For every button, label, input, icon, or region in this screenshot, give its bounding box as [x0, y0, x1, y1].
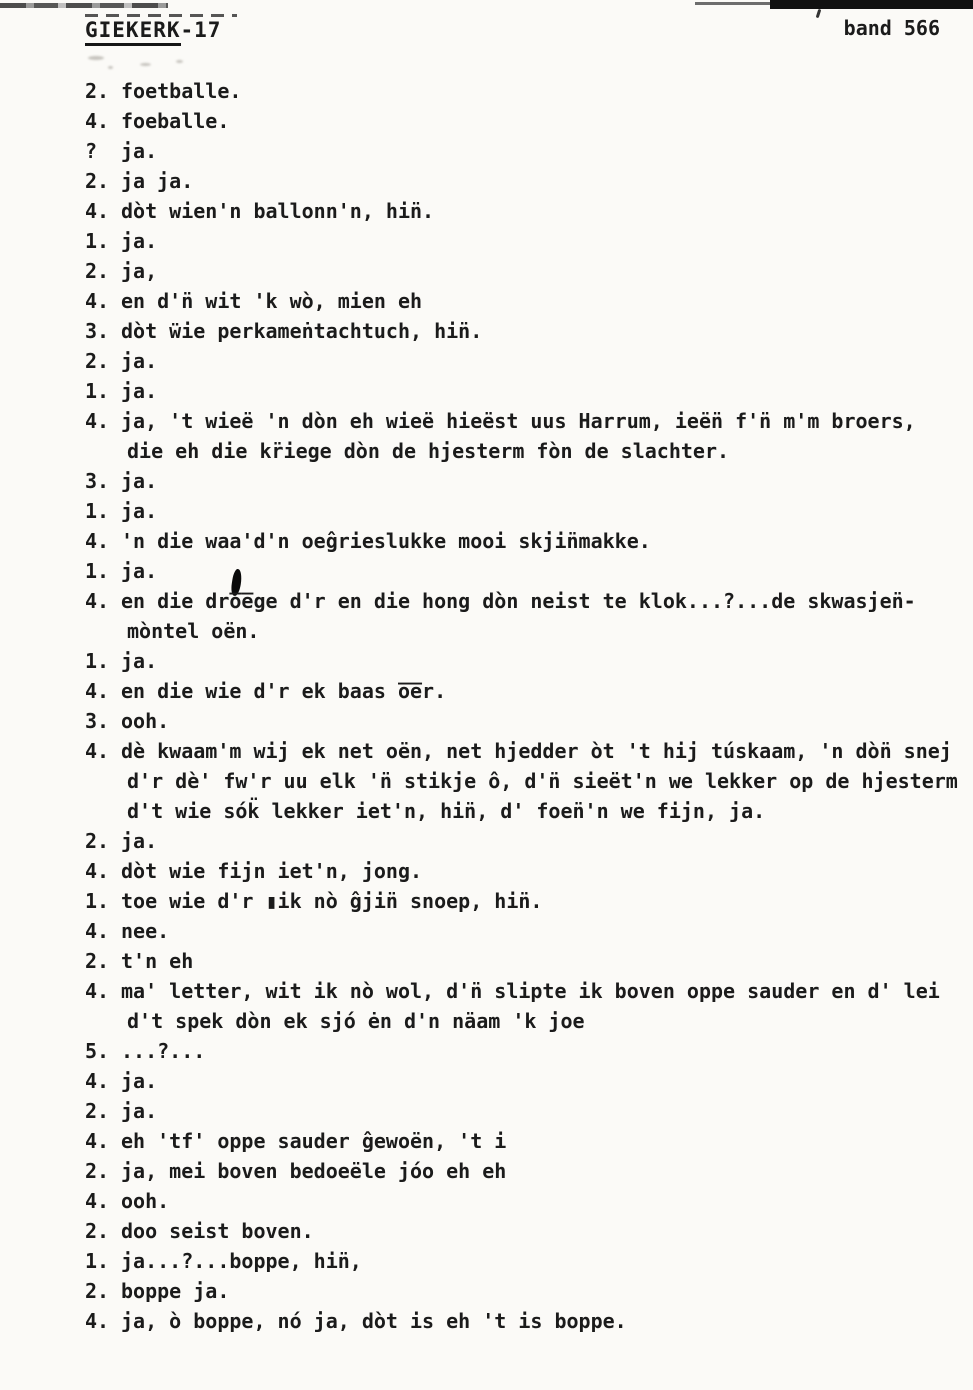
utterance-text: toe wie d'r ▮ik nò ĝjin̈ snoep, hin̈. [121, 889, 543, 913]
dialogue-line-continuation [85, 1006, 967, 1036]
dialogue [85, 76, 967, 1336]
dialogue-line [85, 946, 967, 976]
speaker-number: 4. [85, 679, 110, 703]
utterance-text: d'r dè' fw'r uu elk 'n̈ stikje ô, d'n̈ sieët'n we lekker op de hjesterm [127, 769, 958, 793]
utterance-text: eh 'tf' oppe sauder ĝewoën, 't i [121, 1129, 507, 1153]
utterance-text: en d'n̈ wit 'k wò, mien eh [121, 289, 423, 313]
dialogue-line [85, 976, 967, 1006]
speaker-number: 2. [85, 829, 110, 853]
utterance-text: ma' letter, wit ik nò wol, d'n̈ slipte ik boven oppe sauder en d' lei [121, 979, 940, 1003]
dialogue-line [85, 736, 967, 766]
dialogue-line [85, 856, 967, 886]
dialogue-line [85, 586, 967, 616]
speaker-number: 4. [85, 919, 110, 943]
utterance-text: dòt wie fijn iet'n, jong. [121, 859, 423, 883]
utterance-text: ooh. [121, 1189, 170, 1213]
speaker-number: 2. [85, 1279, 110, 1303]
speaker-number: 4. [85, 1129, 110, 1153]
speaker-number: 4. [85, 739, 110, 763]
speaker-number: 2. [85, 949, 110, 973]
utterance-text: ja. [121, 469, 158, 493]
dialogue-line [85, 1126, 967, 1156]
scan-artifact-bar-right-thick [770, 0, 973, 9]
utterance-text: ja. [121, 499, 158, 523]
speaker-number: ? [85, 139, 98, 163]
dialogue-line-continuation [85, 616, 967, 646]
speaker-number: 4. [85, 109, 110, 133]
dialogue-line [85, 1096, 967, 1126]
speaker-number: 4. [85, 1309, 110, 1333]
utterance-text: doo seist boven. [121, 1219, 314, 1243]
utterance-text: ja. [121, 1099, 158, 1123]
dialogue-line [85, 406, 967, 436]
dialogue-line [85, 166, 967, 196]
dialogue-line [85, 916, 967, 946]
speaker-number: 1. [85, 229, 110, 253]
utterance-text: dòt ẅie perkameṅtachtuch, hin̈. [121, 319, 483, 343]
dialogue-line [85, 886, 967, 916]
dialogue-line [85, 496, 967, 526]
speaker-number: 3. [85, 709, 110, 733]
dialogue-line [85, 226, 967, 256]
speaker-number: 4. [85, 1069, 110, 1093]
dialogue-line [85, 1306, 967, 1336]
dialogue-line-continuation [85, 796, 967, 826]
speaker-number: 2. [85, 1159, 110, 1183]
dialogue-line [85, 1066, 967, 1096]
utterance-text: t'n eh [121, 949, 194, 973]
speaker-number: 1. [85, 889, 110, 913]
speaker-number: 2. [85, 1219, 110, 1243]
pencil-smudge [140, 63, 151, 66]
dialogue-line [85, 526, 967, 556]
utterance-text: nee. [121, 919, 170, 943]
dialogue-line [85, 466, 967, 496]
speaker-number: 2. [85, 79, 110, 103]
utterance-text: en die wie d'r ek baas o̅e̅r. [121, 679, 447, 703]
speaker-number: 1. [85, 649, 110, 673]
speaker-number: 1. [85, 559, 110, 583]
utterance-text: ja. [121, 649, 158, 673]
utterance-text: foeballe. [121, 109, 230, 133]
utterance-text: ja. [121, 349, 158, 373]
utterance-text: ooh. [121, 709, 170, 733]
utterance-text: d't wie sók̈ lekker iet'n, hin̈, d' foen̈'n we fijn, ja. [127, 799, 766, 823]
dialogue-line [85, 136, 967, 166]
band-number: band 566 [843, 16, 940, 40]
utterance-text: ja, ò boppe, nó ja, dòt is eh 't is boppe. [121, 1309, 627, 1333]
utterance-text: dòt wien'n ballonn'n, hin̈. [121, 199, 435, 223]
utterance-text: dè kwaam'm wij ek net oën, net hjedder òt 't hij túskaam, 'n dòn̈ snej [121, 739, 952, 763]
scan-artifact-tick [816, 9, 822, 18]
utterance-text: die eh die kr̈iege dòn de hjesterm fòn de slachter. [127, 439, 730, 463]
utterance-text: ja. [121, 229, 158, 253]
dialogue-line [85, 196, 967, 226]
speaker-number: 3. [85, 469, 110, 493]
utterance-text: en die dro̅e̅ge d'r en die hong dòn neist te klok...?...de skwasjen̈- [121, 589, 916, 613]
speaker-number: 4. [85, 979, 110, 1003]
speaker-number: 1. [85, 379, 110, 403]
speaker-number: 4. [85, 289, 110, 313]
dialogue-line [85, 76, 967, 106]
utterance-text: ...?... [121, 1039, 206, 1063]
dialogue-line [85, 1276, 967, 1306]
pencil-smudge [88, 56, 104, 60]
utterance-text: d't spek dòn ek sjó ėn d'n näam 'k joe [127, 1009, 585, 1033]
page-title-underlined: GIEKERK [85, 18, 181, 46]
speaker-number: 4. [85, 859, 110, 883]
dialogue-line [85, 676, 967, 706]
utterance-text: ja ja. [121, 169, 194, 193]
utterance-text: ja, 't wieë 'n dòn eh wieë hieëst uus Harrum, ieën̈ f'n̈ m'm broers, [121, 409, 916, 433]
utterance-text: ja. [121, 1069, 158, 1093]
dialogue-line-continuation [85, 436, 967, 466]
dialogue-line [85, 286, 967, 316]
speaker-number: 4. [85, 589, 110, 613]
dialogue-line [85, 106, 967, 136]
dialogue-line [85, 556, 967, 586]
speaker-number: 1. [85, 499, 110, 523]
title-overstrike-dashes [85, 14, 237, 17]
dialogue-line [85, 1156, 967, 1186]
speaker-number: 5. [85, 1039, 110, 1063]
dialogue-line [85, 316, 967, 346]
dialogue-line-continuation [85, 766, 967, 796]
dialogue-line [85, 376, 967, 406]
speaker-number: 4. [85, 529, 110, 553]
utterance-text: 'n die waa'd'n oeĝrieslukke mooi skjin̈makke. [121, 529, 651, 553]
scan-artifact-bar-left [0, 3, 168, 8]
dialogue-line [85, 1186, 967, 1216]
utterance-text: ja...?...boppe, hin̈, [121, 1249, 362, 1273]
dialogue-line [85, 1246, 967, 1276]
utterance-text: ja. [121, 379, 158, 403]
page-title [85, 18, 221, 42]
speaker-number: 2. [85, 1099, 110, 1123]
pencil-smudge [176, 60, 183, 63]
dialogue-line [85, 706, 967, 736]
utterance-text: ja. [121, 829, 158, 853]
speaker-number: 1. [85, 1249, 110, 1273]
utterance-text: ja, [121, 259, 158, 283]
dialogue-line [85, 1216, 967, 1246]
pencil-smudge [108, 66, 113, 69]
speaker-number: 2. [85, 259, 110, 283]
utterance-text: ja. [121, 559, 158, 583]
speaker-number: 4. [85, 1189, 110, 1213]
dialogue-line [85, 646, 967, 676]
speaker-number: 2. [85, 169, 110, 193]
page-title-rest: -17 [180, 18, 222, 42]
utterance-text: ja. [121, 139, 158, 163]
utterance-text: foetballe. [121, 79, 242, 103]
dialogue-line [85, 1036, 967, 1066]
utterance-text: ja, mei boven bedoeële jóo eh eh [121, 1159, 507, 1183]
utterance-text: boppe ja. [121, 1279, 230, 1303]
speaker-number: 4. [85, 199, 110, 223]
dialogue-line [85, 346, 967, 376]
dialogue-line [85, 256, 967, 286]
utterance-text: mòntel oën. [127, 619, 260, 643]
speaker-number: 4. [85, 409, 110, 433]
speaker-number: 2. [85, 349, 110, 373]
dialogue-line [85, 826, 967, 856]
speaker-number: 3. [85, 319, 110, 343]
